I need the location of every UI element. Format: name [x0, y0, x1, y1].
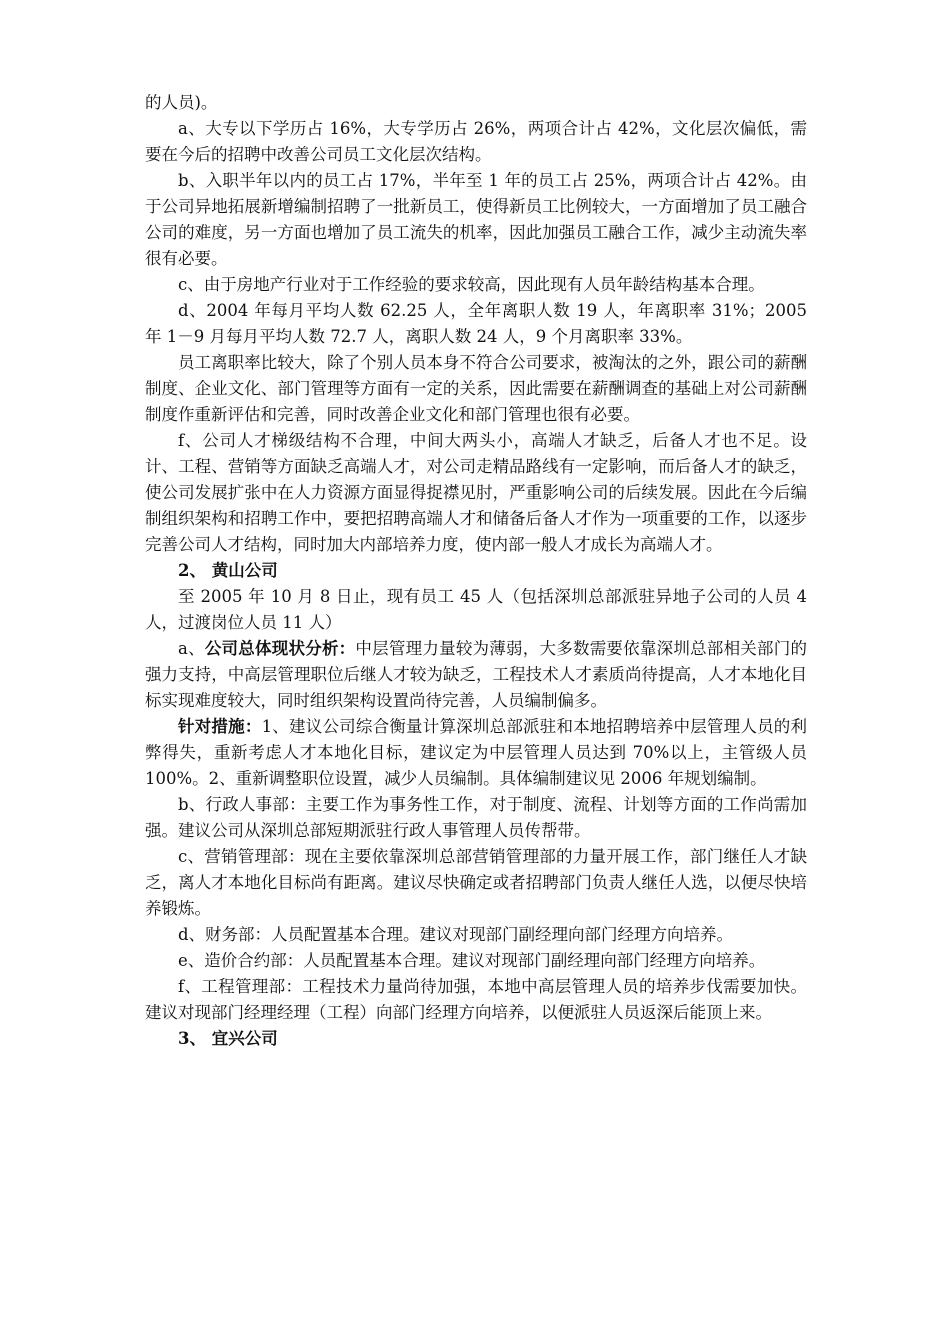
paragraph-turnover: d、2004 年每月平均人数 62.25 人，全年离职人数 19 人，年离职率 31%；2005 年 1－9 月每月平均人数 72.7 人，离职人数 24 人，9 个月离职率 33%。	[145, 301, 807, 346]
bold-label-measures: 针对措施：	[178, 717, 262, 736]
paragraph-engineering: f、工程管理部：工程技术力量尚待加强，本地中高层管理人员的培养步伐需要加快。建议对现部门经理经理（工程）向部门经理方向培养，以便派驻人员返深后能顶上来。	[145, 977, 807, 1022]
paragraph-headcount: 至 2005 年 10 月 8 日止，现有员工 45 人（包括深圳总部派驻异地子公司的人员 4 人，过渡岗位人员 11 人）	[145, 587, 807, 632]
section-heading-yixing: 3、 宜兴公司	[178, 1029, 278, 1048]
section-heading-huangshan: 2、 黄山公司	[178, 561, 278, 580]
paragraph-tenure: b、入职半年以内的员工占 17%，半年至 1 年的员工占 25%，两项合计占 42%。由于公司异地拓展新增编制招聘了一批新员工，使得新员工比例较大，一方面增加了员工融合公司的难度，另一方面也增加了员工流失的机率，因此加强员工融合工作，减少主动流失率很有必要。	[145, 171, 807, 268]
paragraph-cost-contract: e、造价合约部：人员配置基本合理。建议对现部门副经理向部门经理方向培养。	[178, 951, 766, 970]
paragraph-overall-analysis	[145, 636, 807, 714]
paragraph-talent-structure: f、公司人才梯级结构不合理，中间大两头小，高端人才缺乏，后备人才也不足。设计、工程、营销等方面缺乏高端人才，对公司走精品路线有一定影响，而后备人才的缺乏，使公司发展扩张中在人力资源方面显得捉襟见肘，严重影响公司的后续发展。因此在今后编制组织架构和招聘工作中，要把招聘高端人才和储备后备人才作为一项重要的工作，以逐步完善公司人才结构，同时加大内部培养力度，使内部一般人才成长为高端人才。	[145, 431, 807, 554]
measures-text: 1、建议公司综合衡量计算深圳总部派驻和本地招聘培养中层管理人员的利弊得失，重新考虑人才本地化目标，建议定为中层管理人员达到 70%以上，主管级人员 100%。2、重新调整职位设置，减少人员编制。具体编制建议见 2006 年规划编制。	[145, 717, 808, 788]
paragraph-measures	[145, 714, 807, 792]
paragraph-education: a、大专以下学历占 16%，大专学历占 26%，两项合计占 42%，文化层次偏低，需要在今后的招聘中改善公司员工文化层次结构。	[145, 119, 807, 164]
paragraph-turnover-analysis: 员工离职率比较大，除了个别人员本身不符合公司要求，被淘汰的之外，跟公司的薪酬制度、企业文化、部门管理等方面有一定的关系，因此需要在薪酬调查的基础上对公司薪酬制度作重新评估和完善，同时改善企业文化和部门管理也很有必要。	[145, 353, 807, 424]
paragraph-finance: d、财务部：人员配置基本合理。建议对现部门副经理向部门经理方向培养。	[178, 925, 734, 944]
item-prefix: a、	[178, 639, 205, 658]
paragraph-admin-hr: b、行政人事部：主要工作为事务性工作，对于制度、流程、计划等方面的工作尚需加强。建议公司从深圳总部短期派驻行政人事管理人员传帮带。	[145, 795, 807, 840]
paragraph-age: c、由于房地产行业对于工作经验的要求较高，因此现有人员年龄结构基本合理。	[178, 275, 765, 294]
paragraph-marketing: c、营销管理部：现在主要依靠深圳总部营销管理部的力量开展工作，部门继任人才缺乏，离人才本地化目标尚有距离。建议尽快确定或者招聘部门负责人继任人选，以便尽快培养锻炼。	[145, 847, 807, 918]
bold-label-analysis: 公司总体现状分析：	[204, 639, 356, 658]
paragraph-continuation: 的人员)。	[145, 93, 218, 112]
analysis-text: 中层管理力量较为薄弱，大多数需要依靠深圳总部相关部门的强力支持，中高层管理职位后继人才较为缺乏，工程技术人才素质尚待提高，人才本地化目标实现难度较大，同时组织架构设置尚待完善，人员编制偏多。	[145, 639, 808, 710]
document-page	[145, 90, 807, 1052]
